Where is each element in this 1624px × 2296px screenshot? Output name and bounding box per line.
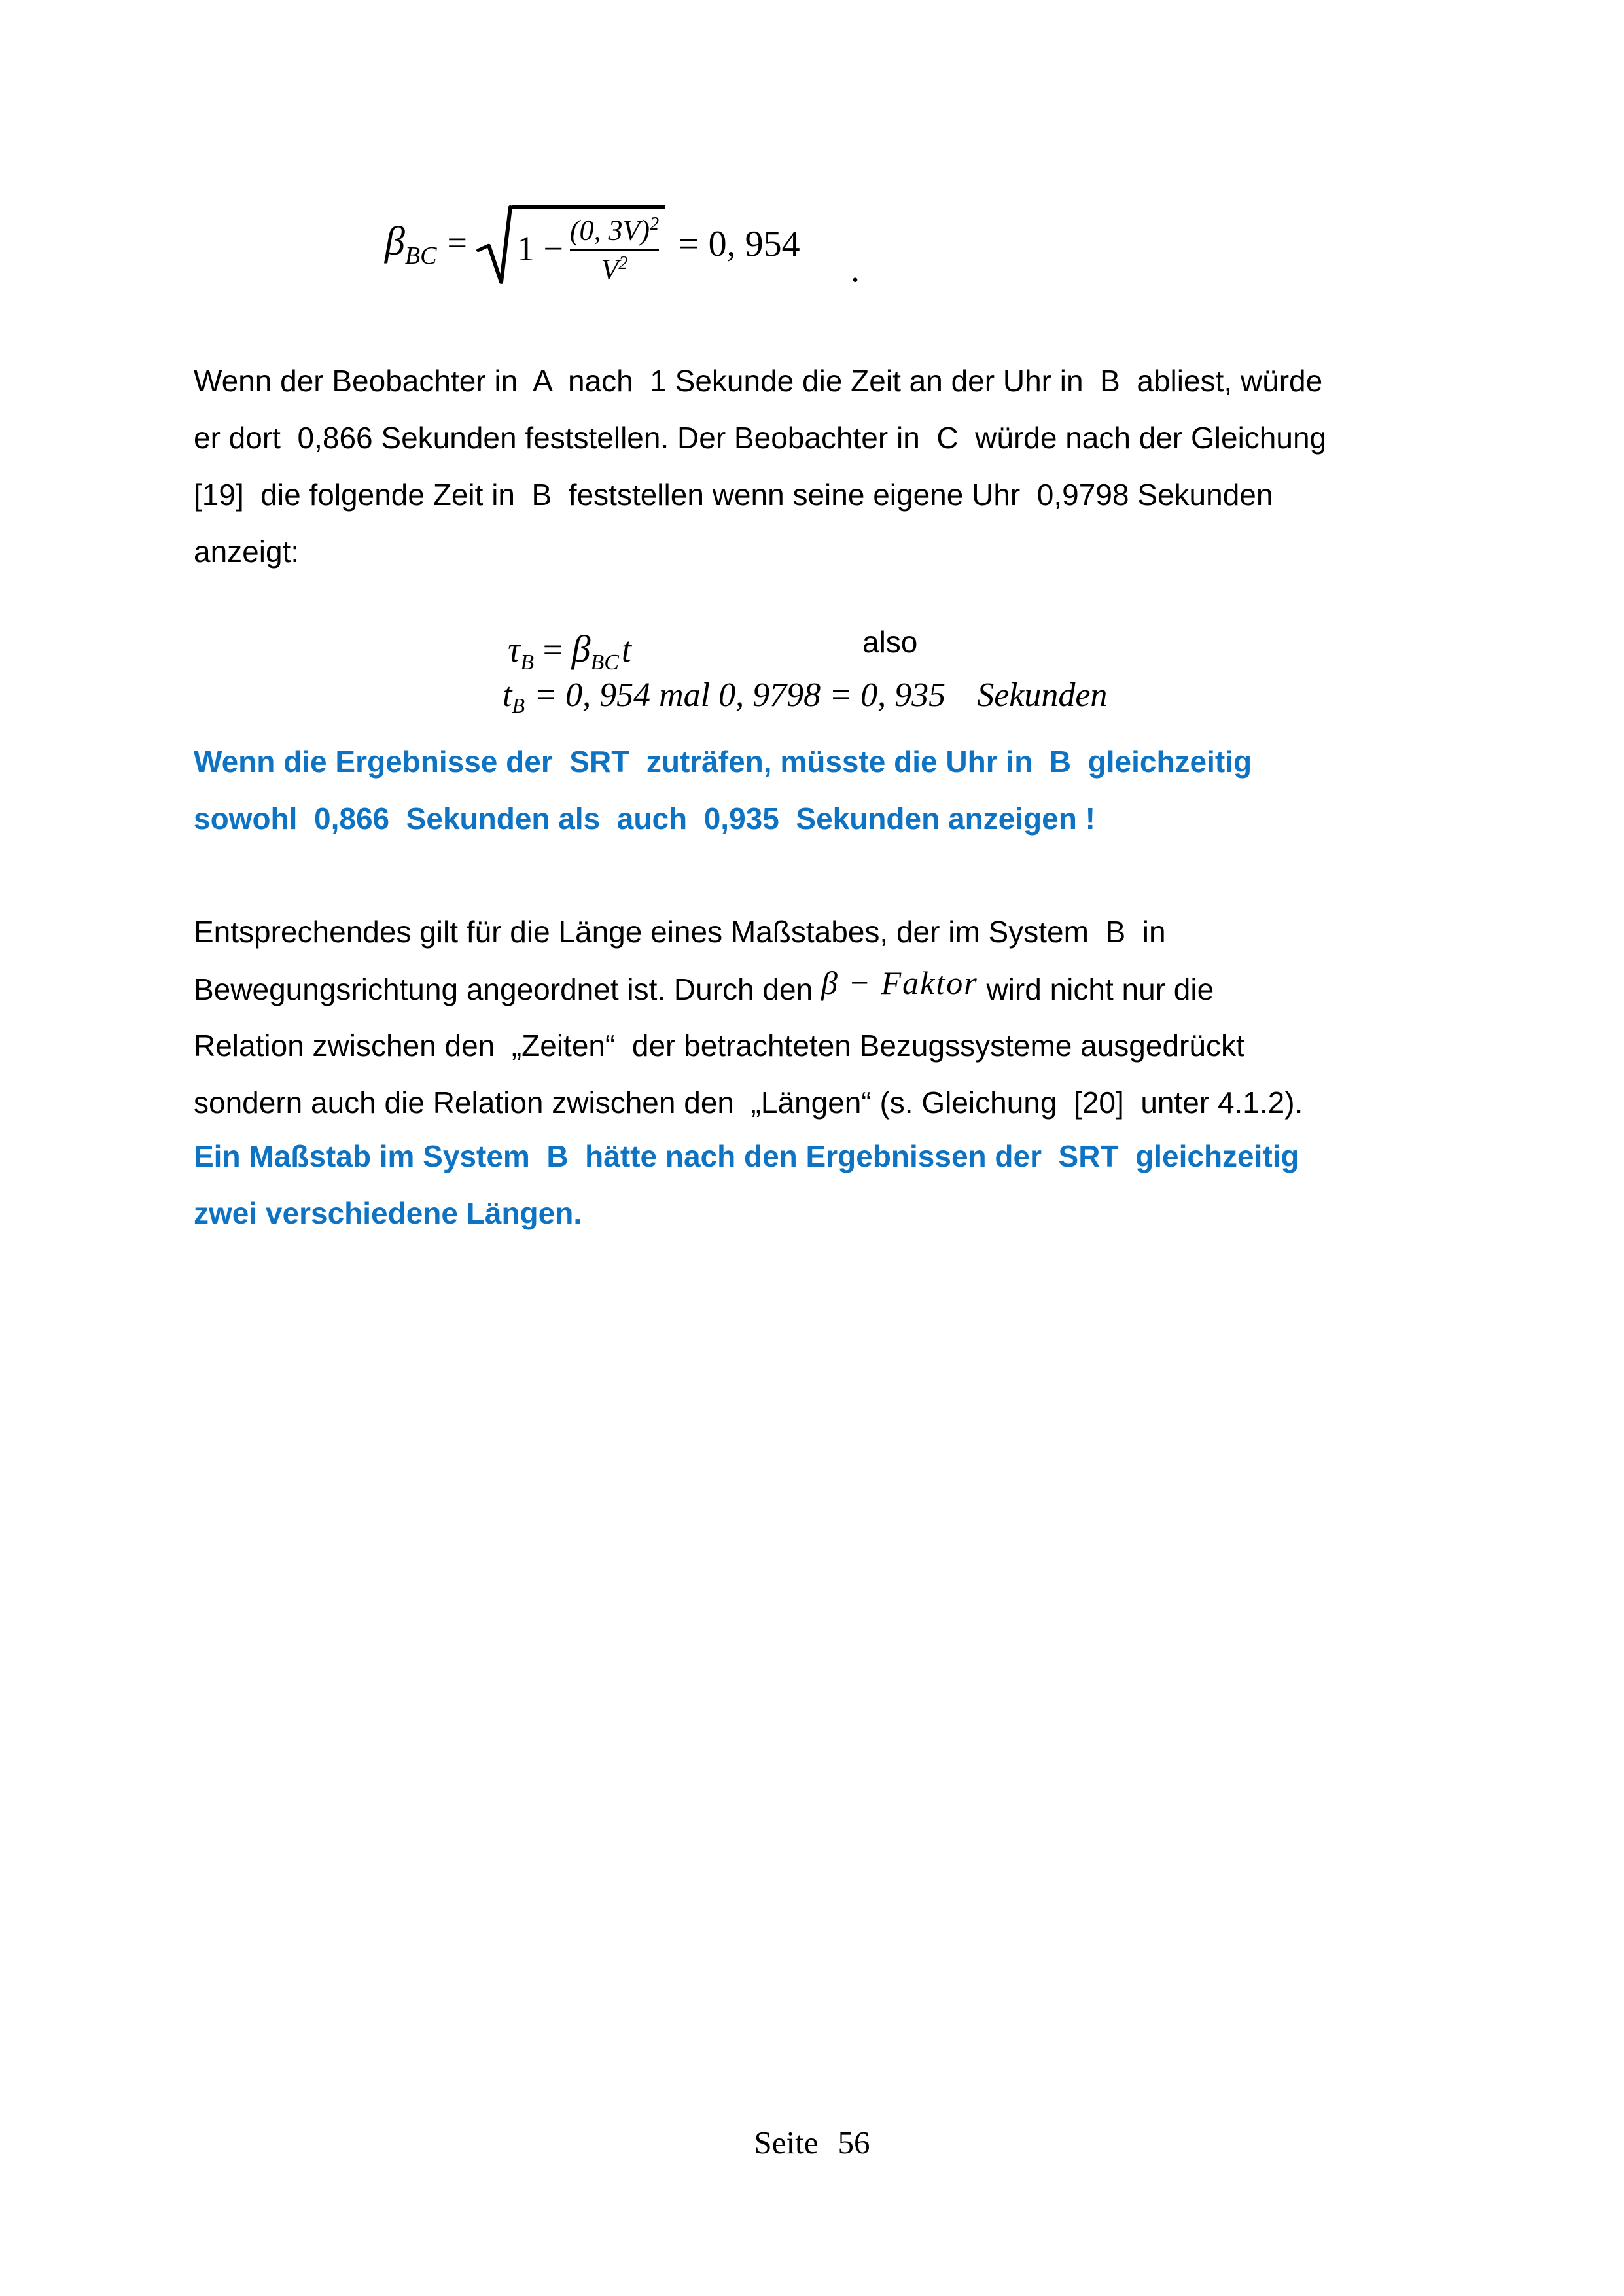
equation-result: = 0, 954 <box>679 224 800 264</box>
fraction-bar <box>570 249 659 251</box>
beta-symbol: $\beta_{BC}$ <box>385 219 437 270</box>
text-line: Bewegungsrichtung angeordnet ist. Durch den β − Faktor wird nicht nur die <box>194 964 1214 1006</box>
text-line: [19] die folgende Zeit in B feststellen wenn seine eigene Uhr 0,9798 Sekunden <box>194 478 1273 512</box>
fraction <box>570 215 659 285</box>
text-line: sowohl 0,866 Sekunden als auch 0,935 Sekunden anzeigen ! <box>194 802 1095 836</box>
paragraph-2 <box>194 904 1303 1131</box>
highlight-paragraph-1 <box>194 733 1252 847</box>
equation-body: = 0, 954 mal 0, 9798 = 0, 935 <box>534 677 946 714</box>
unit-label: Sekunden <box>977 677 1108 714</box>
tau-subscript: B <box>520 650 535 675</box>
text-line: sondern auch die Relation zwischen den „Längen“ (s. Gleichung [20] unter 4.1.2). <box>194 1086 1303 1120</box>
text-line: zwei verschiedene Längen. <box>194 1196 582 1230</box>
paragraph-1 <box>194 353 1326 580</box>
t-variable: t <box>503 677 512 714</box>
text-line: Relation zwischen den „Zeiten“ der betrachteten Bezugssysteme ausgedrückt <box>194 1029 1244 1063</box>
highlight-paragraph-2 <box>194 1128 1299 1242</box>
text-line: Wenn die Ergebnisse der SRT zuträfen, müsste die Uhr in B gleichzeitig <box>194 745 1252 779</box>
t-variable: t <box>621 630 631 669</box>
t-subscript: B <box>512 694 525 717</box>
text-line: Wenn der Beobachter in A nach 1 Sekunde die Zeit an der Uhr in B abliest, würde <box>194 364 1323 398</box>
beta-subscript: BC <box>590 650 619 675</box>
beta-symbol: β <box>571 627 591 670</box>
equation-beta-bc <box>385 194 860 297</box>
text-line: anzeigt: <box>194 535 300 569</box>
footer-page-number: 56 <box>838 2125 870 2161</box>
square-root <box>512 205 665 285</box>
beta-subscript: BC <box>404 241 437 270</box>
radicand-lead: 1 − <box>516 229 563 268</box>
page-footer <box>0 2124 1624 2161</box>
text-line: Entsprechendes gilt für die Länge eines Maßstabes, der im System B in <box>194 915 1166 949</box>
tau-symbol: τ <box>508 630 521 669</box>
fraction-denominator: $V^2$ <box>601 253 628 286</box>
inline-beta-faktor: β − Faktor <box>821 964 978 1001</box>
radical-sign <box>476 205 512 285</box>
footer-label: Seite <box>754 2125 819 2161</box>
sentence-period: . <box>851 249 860 290</box>
text-line: Ein Maßstab im System B hätte nach den Ergebnissen der SRT gleichzeitig <box>194 1139 1299 1173</box>
text-line: er dort 0,866 Sekunden feststellen. Der Beobachter in C würde nach der Gleichung <box>194 421 1327 455</box>
equals-sign: = <box>447 223 467 262</box>
equals-sign: = <box>534 630 572 669</box>
also-label: also <box>862 625 918 659</box>
fraction-numerator: (0, 3V)$^2$ <box>569 213 660 247</box>
